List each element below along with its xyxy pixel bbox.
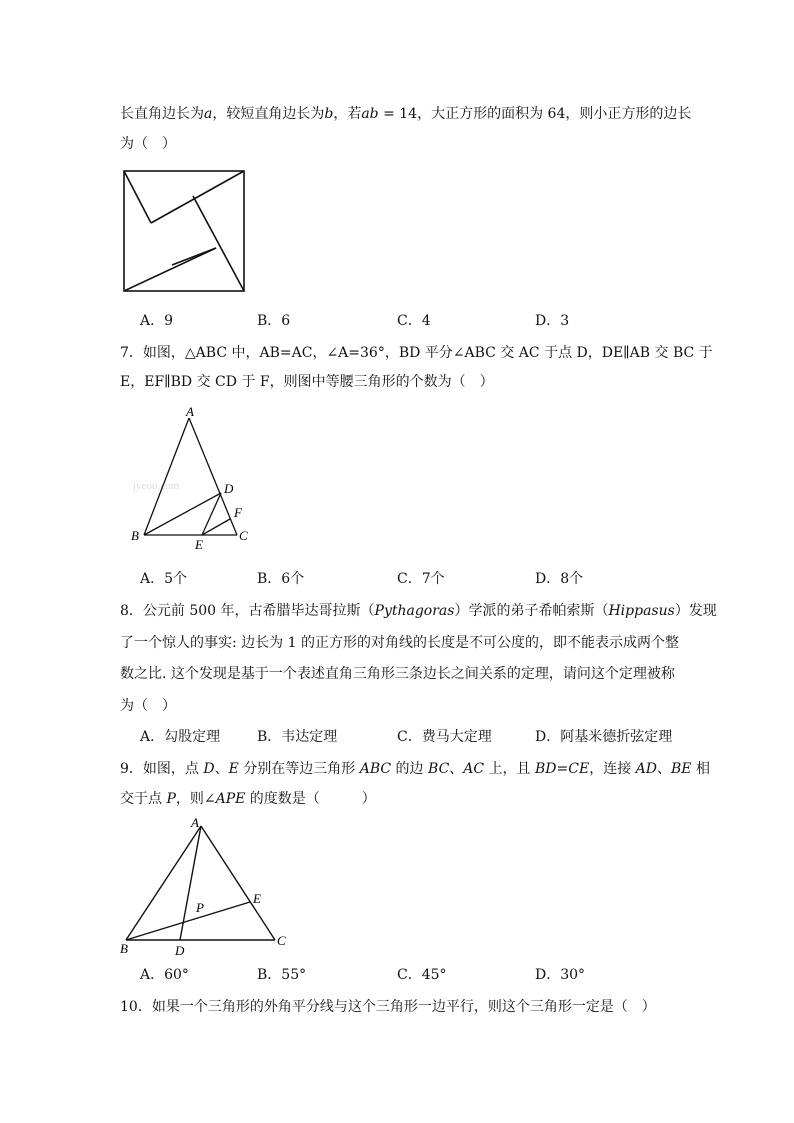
q9-option-c[interactable]: C．45° [397, 967, 447, 983]
q7-label-e: E [195, 537, 203, 552]
q8-stem-line4: 为（ ） [120, 698, 176, 714]
q9-edge-ac [201, 826, 275, 940]
q7-label-c: C [239, 528, 248, 543]
q9-option-d[interactable]: D．30° [535, 967, 586, 983]
q7-label-b: B [131, 528, 139, 543]
q8-option-b[interactable]: B．韦达定理 [257, 729, 338, 745]
q6-square-figure [122, 168, 248, 294]
q7-segment-de [202, 493, 221, 535]
q8-option-d[interactable]: D．阿基米德折弦定理 [535, 729, 673, 745]
q6-stem-line1: 长直角边长为a，较短直角边长为b，若ab = 14，大正方形的面积为 64，则小正方形的边长 [120, 106, 692, 122]
q6-option-b[interactable]: B．6 [257, 313, 291, 329]
q8-stem-line1: 8．公元前 500 年，古希腊毕达哥拉斯（Pythagoras）学派的弟子希帕索斯（Hippasus）发现 [120, 603, 717, 619]
q7-option-c[interactable]: C．7个 [397, 571, 445, 587]
q7-watermark: jyeoo.com [133, 480, 180, 492]
q9-label-b: B [120, 941, 128, 956]
q9-label-p: P [196, 900, 204, 915]
q6-options [140, 311, 700, 331]
q9-option-a[interactable]: A．60° [140, 967, 189, 983]
q6-option-c[interactable]: C．4 [397, 313, 431, 329]
q8-options [140, 727, 700, 747]
q6-option-d[interactable]: D．3 [535, 313, 570, 329]
q7-label-d: D [224, 481, 234, 496]
q6-line-4 [193, 196, 244, 291]
q6-outer-square [124, 171, 244, 291]
q7-option-a[interactable]: A．5个 [140, 571, 188, 587]
q7-option-b[interactable]: B．6个 [257, 571, 305, 587]
q9-options [140, 965, 700, 985]
q9-option-b[interactable]: B．55° [257, 967, 307, 983]
q7-edge-ab [144, 418, 189, 535]
q7-label-a: A [186, 404, 194, 419]
q7-options [140, 569, 700, 589]
q9-label-c: C [277, 933, 286, 948]
q7-label-f: F [234, 505, 242, 520]
q7-stem-line2: E，EF∥BD 交 CD 于 F，则图中等腰三角形的个数为（ ） [120, 374, 494, 390]
q6-line-1 [124, 248, 216, 291]
q7-stem-line1: 7．如图，△ABC 中，AB=AC，∠A=36°，BD 平分∠ABC 交 AC 于点 D，DE∥AB 交 BC 于 [120, 345, 713, 361]
q7-triangle-figure [128, 404, 258, 552]
q6-stem-line2: 为（ ） [120, 136, 176, 152]
q9-label-d: D [175, 943, 185, 958]
q7-edge-ac [189, 418, 237, 535]
q6-line-3 [151, 171, 244, 223]
q9-triangle-figure [116, 814, 296, 962]
q7-option-d[interactable]: D．8个 [535, 571, 584, 587]
q6-inner-edge [172, 248, 216, 265]
q6-line-2 [124, 171, 151, 223]
q8-stem-line2: 了一个惊人的事实: 边长为 1 的正方形的对角线的长度是不可公度的，即不能表示成两个整 [120, 635, 679, 651]
q9-label-a: A [191, 815, 199, 830]
q9-stem-line1: 9．如图，点 D、E 分别在等边三角形 ABC 的边 BC、AC 上，且 BD=CE，连接 AD、BE 相 [120, 761, 710, 777]
q8-stem-line3: 数之比. 这个发现是基于一个表述直角三角形三条边长之间关系的定理，请问这个定理被称 [120, 666, 675, 682]
q8-option-c[interactable]: C．费马大定理 [397, 729, 492, 745]
q8-option-a[interactable]: A．勾股定理 [140, 729, 221, 745]
q9-stem-line2: 交于点 P，则∠APE 的度数是（ ） [120, 791, 376, 807]
q9-label-e: E [253, 891, 261, 906]
q7-segment-bd [144, 493, 221, 535]
q6-option-a[interactable]: A．9 [140, 313, 174, 329]
q9-segment-be [126, 902, 250, 940]
q9-edge-ab [126, 826, 201, 940]
q10-stem-line1: 10．如果一个三角形的外角平分线与这个三角形一边平行，则这个三角形一定是（ ） [120, 999, 656, 1015]
